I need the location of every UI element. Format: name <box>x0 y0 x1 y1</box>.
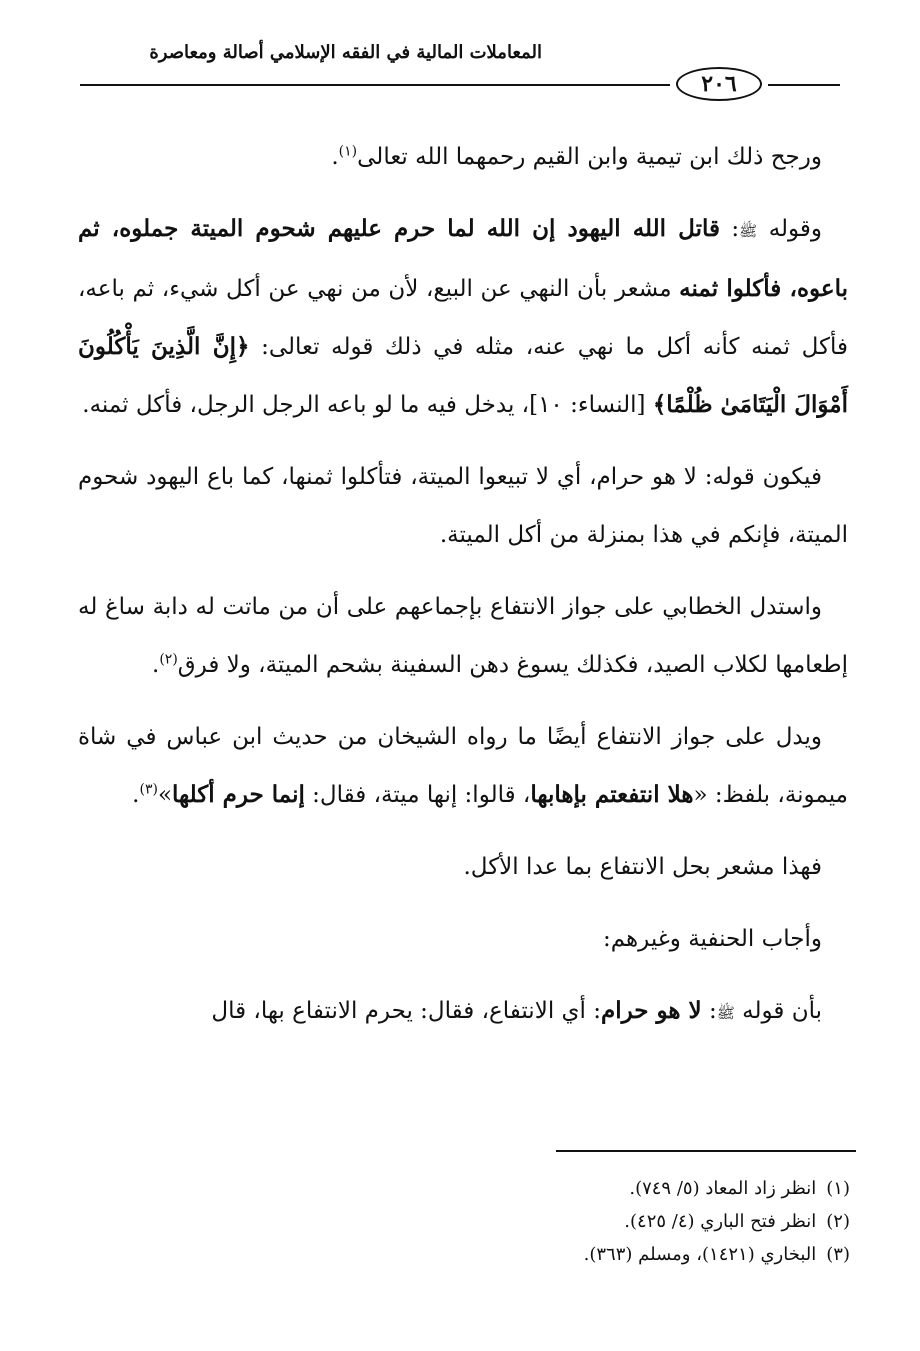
header-rule-right <box>768 84 840 86</box>
paragraph-5-close-quote: » <box>157 782 173 808</box>
paragraph-7: وأجاب الحنفية وغيرهم: <box>602 926 822 952</box>
paragraph-6: فهذا مشعر بحل الانتفاع بما عدا الأكل. <box>463 854 822 880</box>
paragraph-8-lead: بأن قوله <box>742 998 822 1024</box>
main-text <box>78 128 848 1056</box>
paragraph-5 <box>78 708 848 824</box>
hadith-quote-1: هلا انتفعتم بإهابها <box>530 781 694 808</box>
footnote-number: (١) <box>826 1178 850 1199</box>
footnote-ref-1: (١) <box>338 143 358 160</box>
paragraph-4-end: . <box>152 652 160 678</box>
footnote-2 <box>90 1205 850 1238</box>
paragraph-2-lead: وقوله <box>768 216 823 242</box>
footnote-text: البخاري (١٤٢١)، ومسلم (٣٦٣). <box>583 1244 817 1265</box>
paragraph-3: فيكون قوله: لا هو حرام، أي لا تبيعوا الميتة، فتأكلوا ثمنها، كما باع اليهود شحوم الميتة، فإنكم في هذا بمنزلة من أكل الميتة. <box>78 464 848 548</box>
hadith-quote-2: إنما حرم أكلها <box>172 781 305 808</box>
paragraph-5-mid: ، قالوا: إنها ميتة، فقال: <box>304 782 531 808</box>
salawat-glyph: ﷺ <box>739 222 758 240</box>
paragraph-2-body: مشعر بأن النهي عن البيع، لأن من نهي عن أكل شيء، ثم باعه، فأكل ثمنه كأنه أكل ما نهي عنه، مثله في ذلك قوله تعالى: <box>78 276 849 360</box>
paragraph-4-text: واستدل الخطابي على جواز الانتفاع بإجماعهم على أن من ماتت له دابة ساغ له إطعامها لكلاب الصيد، فكذلك يسوغ دهن السفينة بشحم الميتة، ولا فرق <box>78 594 848 678</box>
paragraph-4 <box>78 578 848 694</box>
page-number-badge: ٢٠٦ <box>676 67 762 101</box>
footnote-number: (٢) <box>826 1211 850 1232</box>
footnote-separator <box>556 1150 856 1152</box>
footnote-ref-2: (٢) <box>159 651 178 668</box>
salawat-glyph-2: ﷺ <box>716 1004 735 1022</box>
paragraph-8-colon: : <box>701 998 717 1024</box>
paragraph-1-text: ورجح ذلك ابن تيمية وابن القيم رحمهما الله تعالى <box>357 144 822 170</box>
paragraph-2-tail: [النساء: ١٠]، يدخل فيه ما لو باعه الرجل الرجل، فأكل ثمنه. <box>82 392 653 418</box>
hadith-quote-3: لا هو حرام <box>600 997 702 1024</box>
footnote-3 <box>90 1238 850 1271</box>
footnote-1 <box>90 1172 850 1205</box>
header-rule-left <box>80 84 670 86</box>
footnote-ref-3: (٣) <box>139 781 158 798</box>
paragraph-8 <box>78 982 848 1042</box>
paragraph-1-end: . <box>331 144 339 170</box>
paragraph-5-lead: ويدل على جواز الانتفاع أيضًا ما رواه الشيخان من حديث ابن عباس في شاة ميمونة، بلفظ: « <box>78 724 848 808</box>
hadith-quote: قاتل الله اليهود إن الله لما حرم عليهم شحوم الميتة جملوه، ثم باعوه، فأكلوا ثمنه <box>78 215 849 302</box>
footnote-number: (٣) <box>826 1244 850 1265</box>
paragraph-8-body: : أي الانتفاع، فقال: يحرم الانتفاع بها، قال <box>211 998 601 1024</box>
footnote-text: انظر زاد المعاد (٥/ ٧٤٩). <box>629 1178 817 1199</box>
running-head-title: المعاملات المالية في الفقه الإسلامي أصالة ومعاصرة <box>149 42 542 63</box>
paragraph-1 <box>78 128 848 186</box>
paragraph-2 <box>78 200 848 434</box>
quran-verse: ﴿إِنَّ الَّذِينَ يَأْكُلُونَ أَمْوَالَ الْيَتَامَىٰ ظُلْمًا﴾ <box>78 333 848 418</box>
paragraph-5-end: . <box>132 782 140 808</box>
paragraph-2-colon: : <box>719 216 740 242</box>
footnotes <box>90 1172 850 1271</box>
footnote-text: انظر فتح الباري (٤/ ٤٢٥). <box>624 1211 817 1232</box>
